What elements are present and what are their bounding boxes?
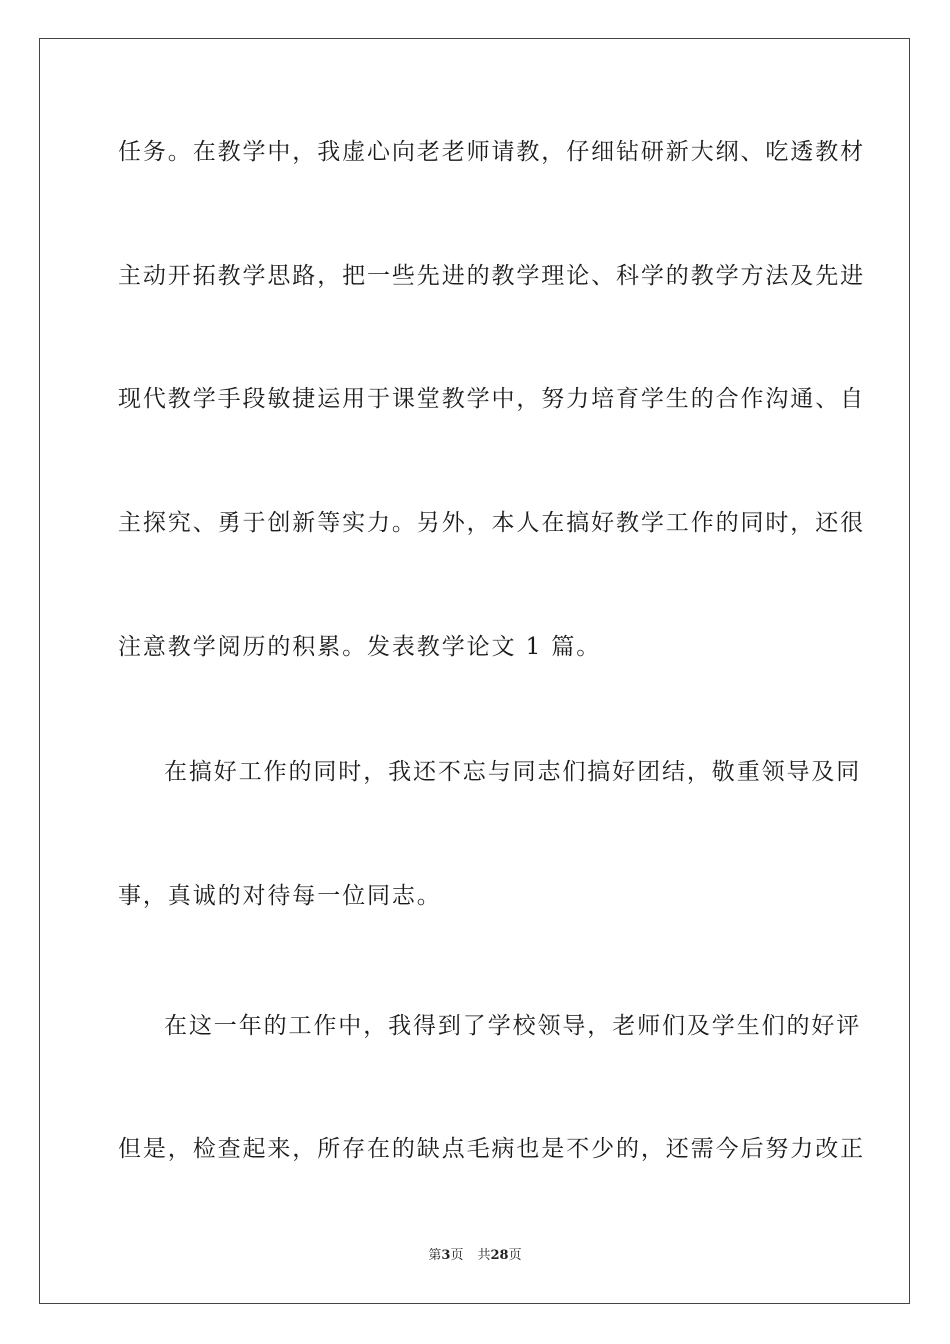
body-line-9: 但是，检查起来，所存在的缺点毛病也是不少的，还需今后努力改正 (118, 1136, 865, 1162)
body-line-5: 注意教学阅历的积累。发表教学论文 1 篇。 (118, 634, 602, 660)
footer-page-number: 3 (441, 1248, 451, 1263)
footer-total-number: 28 (490, 1248, 509, 1263)
page-border (39, 38, 910, 1304)
footer-page-suffix: 页 (450, 1248, 464, 1263)
body-line-1: 任务。在教学中，我虚心向老老师请教，仔细钻研新大纲、吃透教材 (118, 139, 865, 165)
footer-page-prefix: 第 (428, 1248, 442, 1263)
body-line-8: 在这一年的工作中，我得到了学校领导，老师们及学生们的好评 (164, 1013, 862, 1039)
footer-total-suffix: 页 (508, 1248, 522, 1263)
footer-total-prefix: 共 (477, 1248, 491, 1263)
body-line-3: 现代教学手段敏捷运用于课堂教学中，努力培育学生的合作沟通、自 (118, 386, 865, 412)
body-line-6: 在搞好工作的同时，我还不忘与同志们搞好团结，敬重领导及同 (164, 759, 862, 785)
page-footer (0, 1247, 950, 1265)
body-line-7: 事，真诚的对待每一位同志。 (118, 883, 442, 909)
body-line-4: 主探究、勇于创新等实力。另外，本人在搞好教学工作的同时，还很 (118, 510, 865, 536)
body-line-2: 主动开拓教学思路，把一些先进的教学理论、科学的教学方法及先进 (118, 263, 865, 289)
